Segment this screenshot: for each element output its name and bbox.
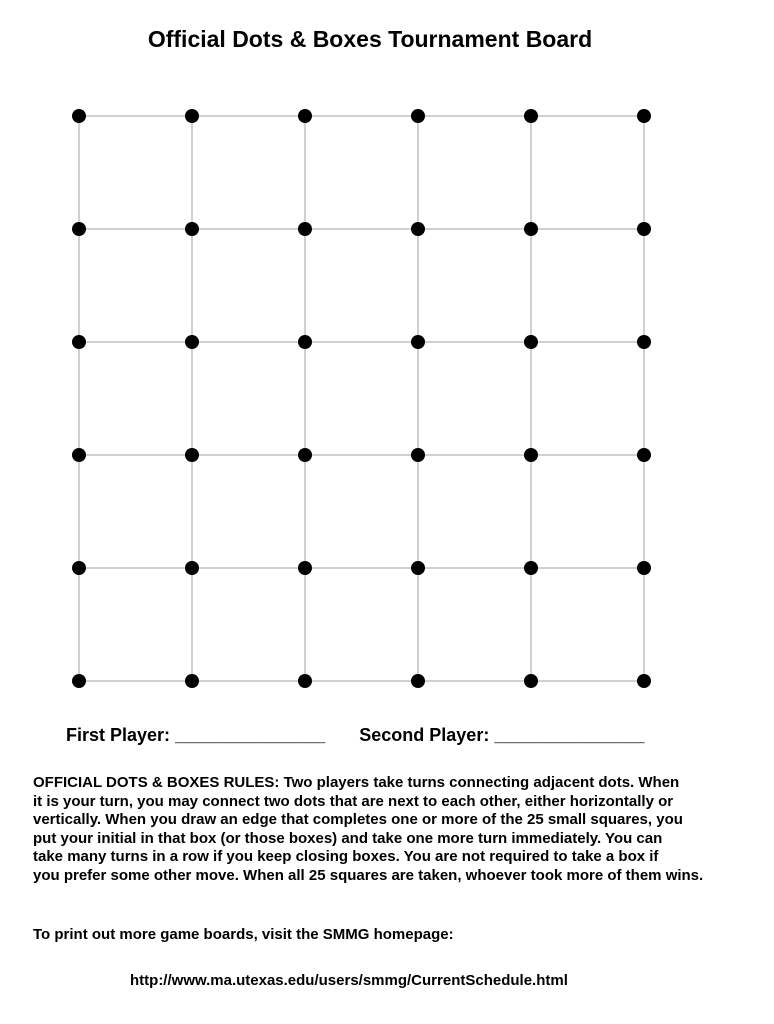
board-dot (185, 448, 199, 462)
first-player-blank[interactable]: _______________ (175, 725, 326, 745)
board-dot (185, 222, 199, 236)
board-dot (637, 335, 651, 349)
board-dot (298, 222, 312, 236)
second-player-label: Second Player: (359, 725, 490, 745)
board-dot (72, 561, 86, 575)
board-dot (637, 109, 651, 123)
rules-line: OFFICIAL DOTS & BOXES RULES: Two players take turns connecting adjacent dots. When (33, 774, 680, 791)
board-dot (637, 561, 651, 575)
board-dot (524, 448, 538, 462)
board-dot (524, 561, 538, 575)
first-player-label: First Player: (66, 725, 171, 745)
board-dot (411, 561, 425, 575)
board-dots (72, 109, 651, 688)
board-dot (524, 674, 538, 688)
rules-line: put your initial in that box (or those boxes) and take one more turn immediately. You can (33, 829, 663, 847)
board-dot (72, 109, 86, 123)
board-dot (185, 335, 199, 349)
board-dot (637, 674, 651, 688)
board-dot (411, 335, 425, 349)
board-dot (72, 335, 86, 349)
board-dot (411, 674, 425, 688)
board-dot (298, 335, 312, 349)
board-dot (524, 335, 538, 349)
rules-text (33, 774, 753, 886)
board-dot (411, 109, 425, 123)
second-player-blank[interactable]: _______________ (494, 725, 645, 745)
board-dot (298, 109, 312, 123)
homepage-link[interactable]: http://www.ma.utexas.edu/users/smmg/CurrentSchedule.html (130, 972, 568, 989)
board-dot (298, 674, 312, 688)
board-dot (185, 109, 199, 123)
board-dot (411, 222, 425, 236)
board-dot (72, 674, 86, 688)
board-dot (72, 448, 86, 462)
print-note: To print out more game boards, visit the SMMG homepage: (33, 926, 454, 943)
board-dot (637, 222, 651, 236)
board-dot (524, 222, 538, 236)
page-title: Official Dots & Boxes Tournament Board (147, 26, 593, 52)
player-names (66, 725, 645, 746)
board-dot (185, 674, 199, 688)
board-dot (637, 448, 651, 462)
board-dot (72, 222, 86, 236)
rules-line: it is your turn, you may connect two dots that are next to each other, either horizontally or (33, 792, 674, 810)
rules-line: vertically. When you draw an edge that completes one or more of the 25 small squares, you (33, 811, 683, 829)
board-dot (298, 448, 312, 462)
board-lines[interactable] (79, 116, 644, 681)
rules-line: take many turns in a row if you keep closing boxes. You are not required to take a box if (33, 848, 659, 866)
board-dot (524, 109, 538, 123)
board-dot (185, 561, 199, 575)
board-dot (298, 561, 312, 575)
board-dot (411, 448, 425, 462)
rules-line: you prefer some other move. When all 25 squares are taken, whoever took more of them wins. (33, 866, 704, 884)
